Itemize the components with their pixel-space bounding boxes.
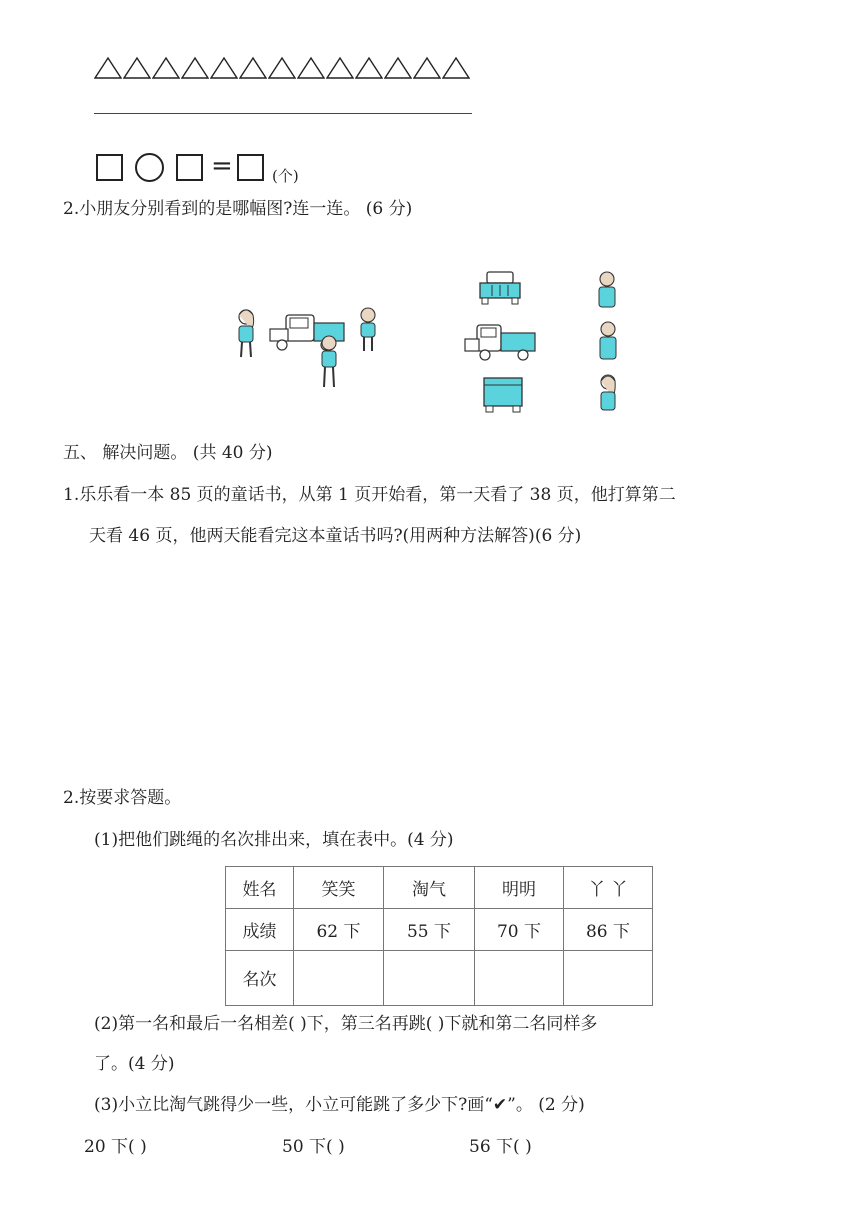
score-cell: 70 下 [475,909,564,951]
answer-box[interactable] [237,154,264,181]
operator-circle[interactable] [135,153,164,182]
triangle-icon [413,56,441,80]
score-cell: 62 下 [294,909,384,951]
subquestion-text: (3)小立比淘气跳得少一些，小立可能跳了多少下?画“✔”。 (2 分) [94,1095,585,1115]
triangle-icon [210,56,238,80]
girl-icon[interactable] [593,372,623,414]
scene-children-truck-image [230,305,395,393]
triangle-icon [384,56,412,80]
boy-front-icon[interactable] [592,270,622,312]
rank-cell[interactable] [294,951,384,1006]
question-title: 2.按要求答题。 [63,788,182,808]
name-cell: 笑笑 [294,867,384,909]
triangle-icon [123,56,151,80]
rank-table [225,866,653,1006]
rank-cell[interactable] [475,951,564,1006]
choice-option[interactable]: 56 下( ) [469,1137,532,1157]
row-header: 姓名 [226,867,294,909]
rank-cell[interactable] [384,951,475,1006]
triangle-icon [326,56,354,80]
triangle-icon [355,56,383,80]
boy-side-icon[interactable] [593,320,623,362]
truck-back-view-icon[interactable] [480,376,526,414]
subquestion-text: (1)把他们跳绳的名次排出来，填在表中。(4 分) [94,830,454,850]
truck-side-view-icon[interactable] [463,322,543,364]
name-cell: 明明 [475,867,564,909]
name-cell: 丫 丫 [564,867,653,909]
row-header: 名次 [226,951,294,1006]
choice-option[interactable]: 20 下( ) [84,1137,147,1157]
girl-icon [239,310,254,357]
score-cell: 55 下 [384,909,475,951]
name-cell: 淘气 [384,867,475,909]
question-title: 2.小朋友分别看到的是哪幅图?连一连。 (6 分) [63,199,413,219]
triangle-icon [181,56,209,80]
truck-front-view-icon[interactable] [477,270,523,306]
subquestion-text: 了。(4 分) [94,1054,175,1074]
triangle-icon [297,56,325,80]
boy-icon [322,336,336,387]
answer-box[interactable] [96,154,123,181]
row-header: 成绩 [226,909,294,951]
boy-icon [361,308,375,351]
unit-label: (个) [272,167,299,185]
section-heading: 五、 解决问题。 (共 40 分) [63,443,273,463]
answer-box[interactable] [176,154,203,181]
choice-option[interactable]: 50 下( ) [282,1137,345,1157]
score-cell: 86 下 [564,909,653,951]
question-text: 1.乐乐看一本 85 页的童话书，从第 1 页开始看，第一天看了 38 页，他打算第二 [63,485,676,505]
subquestion-text: (2)第一名和最后一名相差( )下，第三名再跳( )下就和第二名同样多 [94,1014,598,1034]
triangle-icon [94,56,122,80]
rank-cell[interactable] [564,951,653,1006]
triangle-icon [239,56,267,80]
answer-line [94,113,472,114]
question-text: 天看 46 页，他两天能看完这本童话书吗?(用两种方法解答)(6 分) [89,526,582,546]
triangle-row [94,56,470,80]
triangle-icon [268,56,296,80]
triangle-icon [152,56,180,80]
equals-sign: = [211,151,233,181]
triangle-icon [442,56,470,80]
